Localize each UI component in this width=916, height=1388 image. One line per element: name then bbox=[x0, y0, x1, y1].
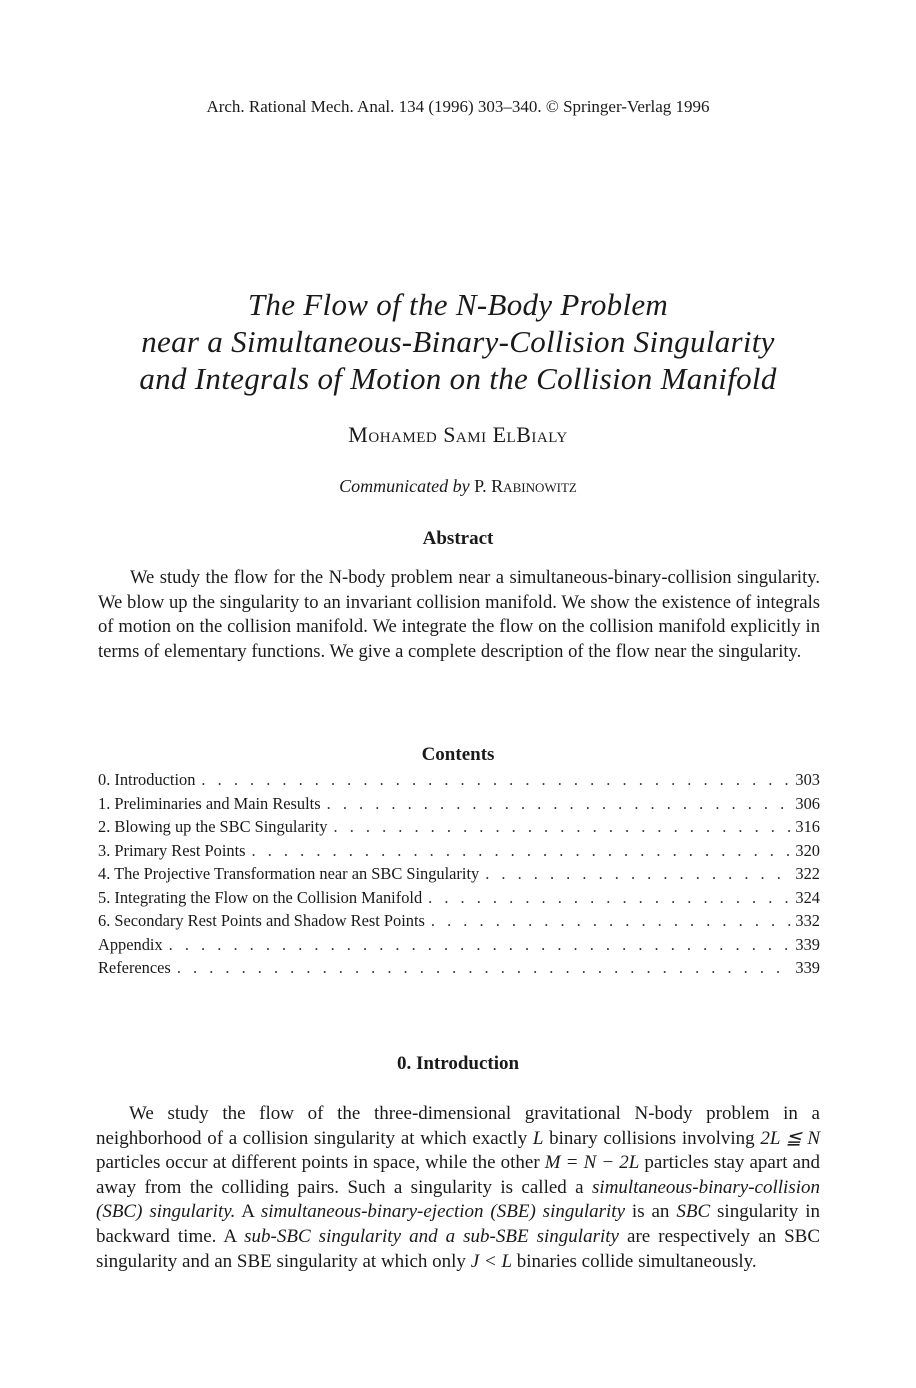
communicated-by bbox=[0, 475, 916, 497]
introduction-heading: 0. Introduction bbox=[396, 1053, 520, 1074]
toc-dot-leader bbox=[177, 956, 792, 980]
toc-entry[interactable] bbox=[98, 792, 820, 816]
toc-entry[interactable] bbox=[98, 862, 820, 886]
intro-text: particles occur at different points in space, while the other bbox=[96, 1152, 545, 1174]
intro-text: We study the flow of the three-dimensional gravitational N-body problem in a neighborhood of a collision singularity at which exactly bbox=[96, 1103, 820, 1149]
intro-text: is an bbox=[625, 1201, 677, 1223]
toc-entry-label: 4. The Projective Transformation near an SBC Singularity bbox=[98, 864, 480, 883]
toc-dot-leader bbox=[252, 839, 792, 863]
communicator-name: P. Rabinowitz bbox=[474, 476, 577, 496]
toc-entry[interactable] bbox=[98, 886, 820, 910]
toc-entry[interactable] bbox=[98, 839, 820, 863]
intro-term: simultaneous-binary-collision (SBC) singularity. bbox=[96, 1176, 820, 1223]
toc-entry-page: 324 bbox=[795, 887, 820, 907]
toc-entry-label: 5. Integrating the Flow on the Collision Manifold bbox=[98, 887, 423, 907]
toc-entry-label: 0. Introduction bbox=[98, 770, 196, 789]
intro-term: SBC bbox=[676, 1201, 711, 1223]
paper-title bbox=[60, 286, 856, 397]
intro-term: sub-SBC singularity and a sub-SBE singularity bbox=[244, 1225, 619, 1247]
toc-entry-page: 332 bbox=[795, 911, 820, 930]
toc-entry[interactable] bbox=[98, 909, 820, 933]
table-of-contents bbox=[98, 768, 820, 980]
toc-entry-label: 3. Primary Rest Points bbox=[98, 840, 246, 860]
toc-dot-leader bbox=[327, 792, 792, 816]
intro-math: L bbox=[532, 1127, 544, 1149]
journal-citation: Arch. Rational Mech. Anal. 134 (1996) 303–340. © Springer-Verlag 1996 bbox=[206, 97, 710, 116]
toc-entry-page: 320 bbox=[795, 840, 820, 860]
toc-entry-label: 2. Blowing up the SBC Singularity bbox=[98, 817, 328, 836]
toc-entry-page: 322 bbox=[795, 864, 820, 883]
title-line-1: The Flow of the N-Body Problem bbox=[247, 287, 669, 322]
intro-term: simultaneous-binary-ejection (SBE) singularity bbox=[260, 1201, 626, 1223]
intro-text: binaries collide simultaneously. bbox=[512, 1250, 757, 1272]
toc-dot-leader bbox=[431, 909, 792, 933]
intro-text: particles stay apart and away from the colliding pairs. Such a singularity is called a bbox=[96, 1152, 820, 1198]
title-line-2: near a Simultaneous-Binary-Collision Singularity bbox=[141, 324, 775, 359]
communicated-prefix: Communicated by bbox=[339, 476, 470, 496]
intro-text: are respectively an SBC singularity and an SBE singularity at which only bbox=[96, 1225, 820, 1272]
toc-entry-label: Appendix bbox=[98, 934, 163, 954]
toc-dot-leader bbox=[485, 862, 791, 886]
toc-entry[interactable] bbox=[98, 768, 820, 792]
intro-text: A bbox=[235, 1201, 261, 1223]
toc-entry-label: 1. Preliminaries and Main Results bbox=[98, 793, 321, 813]
toc-dot-leader bbox=[169, 933, 792, 957]
toc-entry-page: 303 bbox=[795, 770, 820, 789]
toc-entry-page: 306 bbox=[795, 793, 820, 813]
toc-entry-page: 339 bbox=[795, 958, 820, 977]
abstract-text: We study the flow for the N-body problem near a simultaneous-binary-collision singularity. We blow up the singularity to an invariant collision manifold. We show the existence of integrals of motion on the collision manifold. We integrate the flow on the collision manifold explicitly in terms of elementary functions. We give a complete description of the flow near the singularity. bbox=[98, 567, 820, 662]
toc-entry-page: 339 bbox=[795, 934, 820, 954]
toc-entry-label: 6. Secondary Rest Points and Shadow Rest Points bbox=[98, 911, 425, 930]
intro-text: binary collisions involving bbox=[543, 1127, 761, 1149]
contents-heading: Contents bbox=[421, 744, 495, 765]
title-line-3: and Integrals of Motion on the Collision Manifold bbox=[139, 361, 777, 396]
intro-math: 2L ≦ N bbox=[760, 1127, 820, 1149]
author-name: Mohamed Sami ElBialy bbox=[348, 422, 568, 447]
toc-entry-label: References bbox=[98, 958, 171, 977]
intro-math: M = N − 2L bbox=[544, 1152, 640, 1174]
toc-dot-leader bbox=[201, 768, 791, 792]
toc-dot-leader bbox=[428, 886, 791, 910]
toc-entry-page: 316 bbox=[795, 817, 820, 836]
toc-dot-leader bbox=[334, 815, 792, 839]
intro-text: singularity in backward time. A bbox=[96, 1201, 820, 1247]
abstract-heading: Abstract bbox=[422, 528, 494, 549]
toc-entry[interactable] bbox=[98, 933, 820, 957]
toc-entry[interactable] bbox=[98, 956, 820, 980]
intro-math: J < L bbox=[470, 1250, 513, 1272]
introduction-paragraph bbox=[96, 1102, 820, 1274]
toc-entry[interactable] bbox=[98, 815, 820, 839]
